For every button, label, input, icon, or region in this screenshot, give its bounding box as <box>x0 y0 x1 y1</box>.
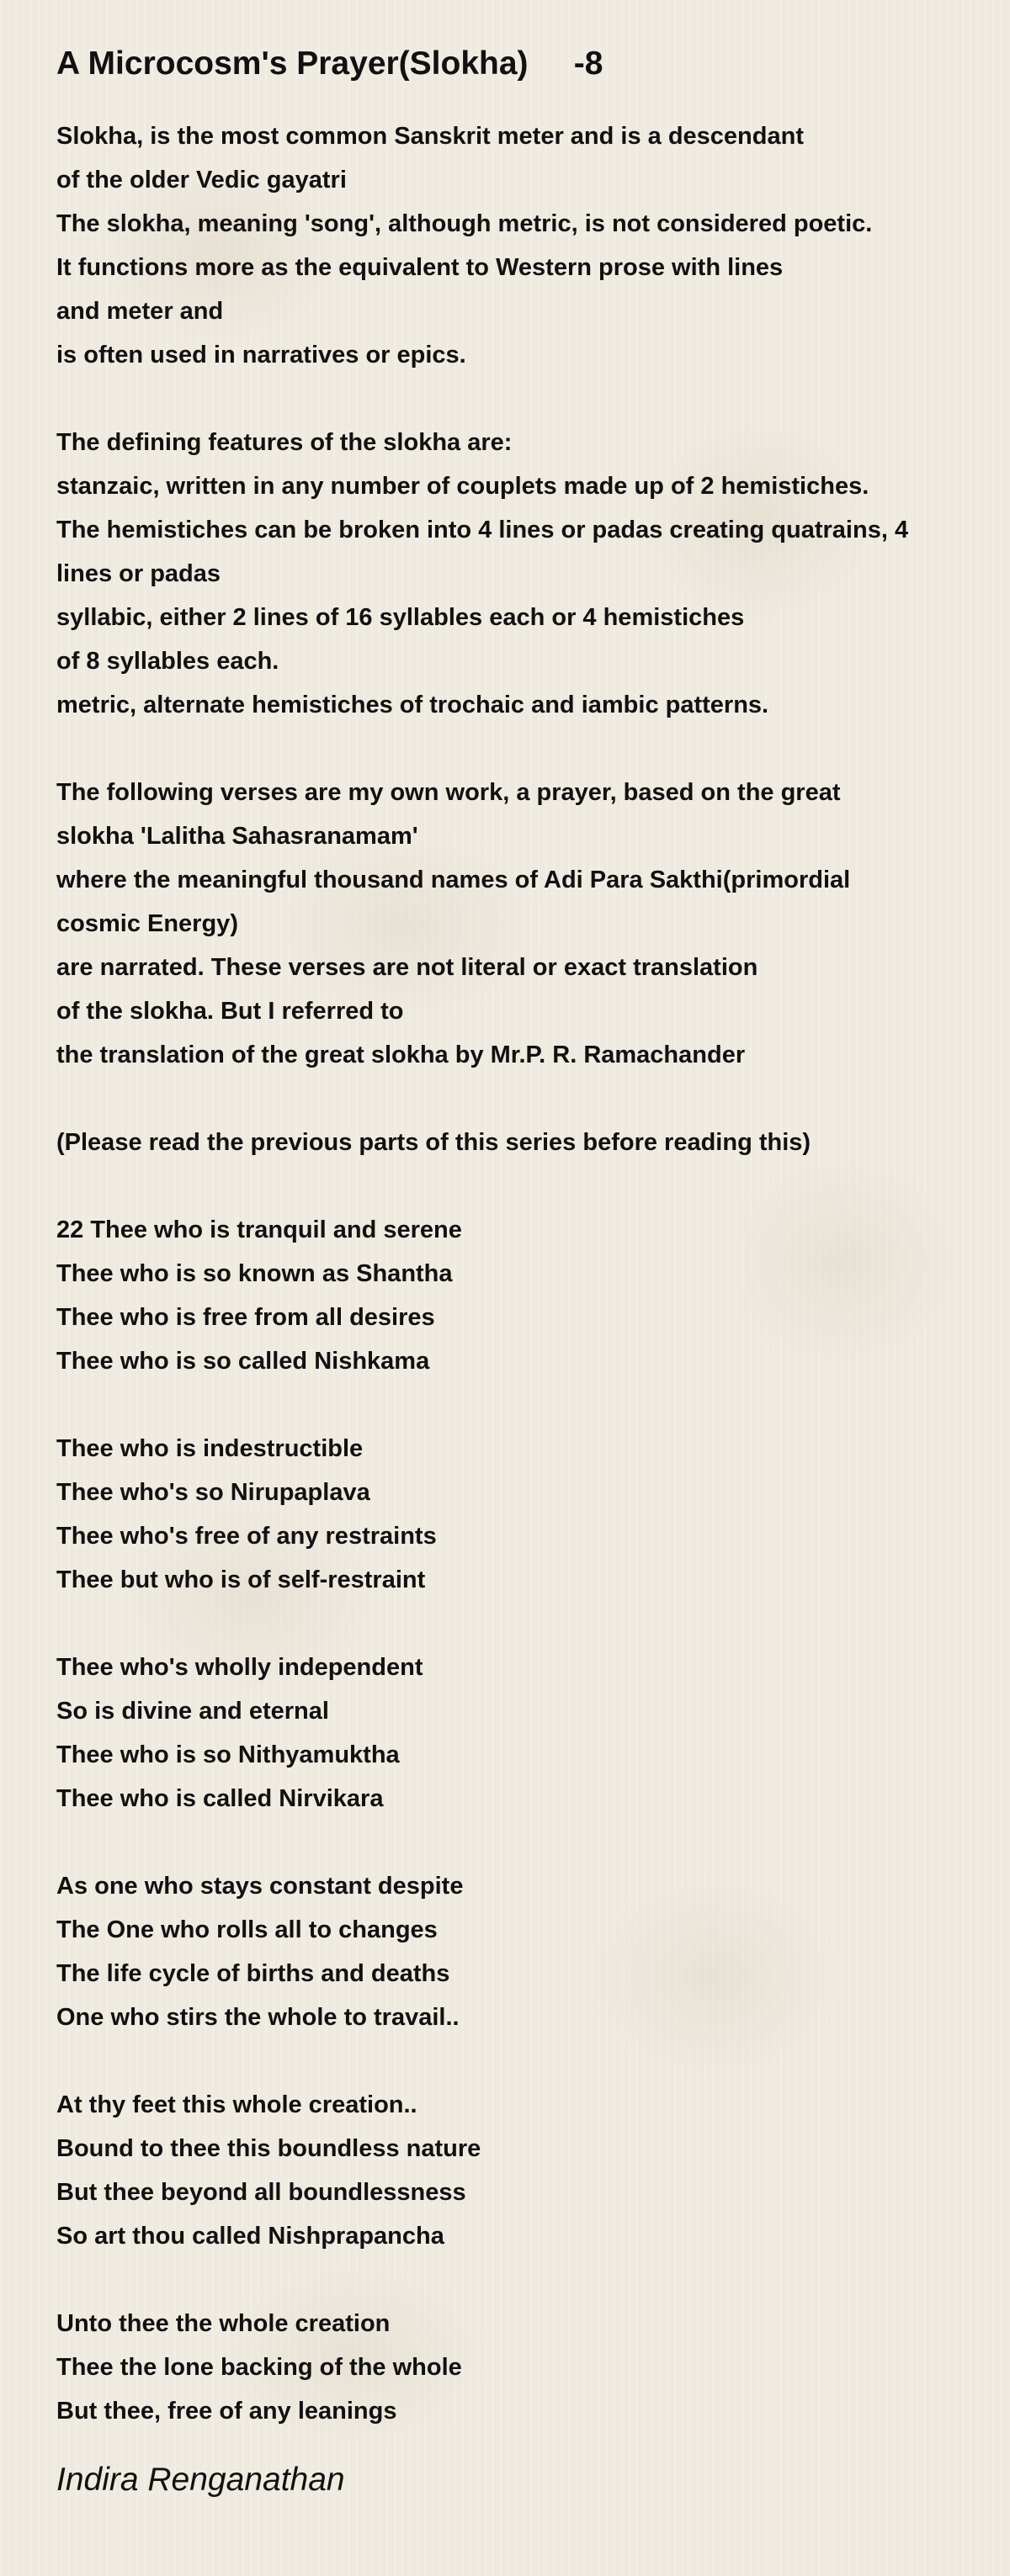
poem-line: The One who rolls all to changes <box>56 1916 438 1943</box>
poem-body <box>56 114 1003 2433</box>
poem-line: Thee who is so known as Shantha <box>56 1260 453 1287</box>
poem-line: cosmic Energy) <box>56 910 238 937</box>
poem-line: slokha 'Lalitha Sahasranamam' <box>56 823 418 850</box>
poem-line: Thee who is so called Nishkama <box>56 1348 430 1375</box>
poem-line: The hemistiches can be broken into 4 lines or padas creating quatrains, 4 <box>56 517 909 543</box>
poem-line: Thee who is so Nithyamuktha <box>56 1741 400 1768</box>
stanza-break <box>56 1383 1003 1427</box>
poem-line: It functions more as the equivalent to Western prose with lines <box>56 254 784 281</box>
poem-line: stanzaic, written in any number of couplets made up of 2 hemistiches. <box>56 473 869 500</box>
poem-line: the translation of the great slokha by Mr.P. R. Ramachander <box>56 1042 746 1068</box>
poem-line: lines or padas <box>56 560 221 587</box>
poem-line: But thee beyond all boundlessness <box>56 2179 466 2206</box>
poem-author: Indira Renganathan <box>56 2462 345 2498</box>
poem-line: Unto thee the whole creation <box>56 2310 391 2337</box>
poem-title: A Microcosm's Prayer(Slokha) -8 <box>56 45 603 82</box>
stanza-break <box>56 2258 1003 2302</box>
poem-line: Thee who is called Nirvikara <box>56 1785 384 1812</box>
poem-line: Thee but who is of self-restraint <box>56 1566 426 1593</box>
poem-line: Thee the lone backing of the whole <box>56 2354 462 2381</box>
poem-line: is often used in narratives or epics. <box>56 342 466 368</box>
poem-line: Thee who's free of any restraints <box>56 1523 437 1550</box>
poem-line: of the slokha. But I referred to <box>56 998 404 1025</box>
poem-line: One who stirs the whole to travail.. <box>56 2004 460 2031</box>
poem-line: Thee who is free from all desires <box>56 1304 435 1331</box>
poem-line: (Please read the previous parts of this series before reading this) <box>56 1129 811 1156</box>
stanza-break <box>56 377 1003 421</box>
poem-line: As one who stays constant despite <box>56 1873 464 1900</box>
poem-line: 22 Thee who is tranquil and serene <box>56 1216 462 1243</box>
poem-line: Thee who is indestructible <box>56 1435 364 1462</box>
poem-line: of 8 syllables each. <box>56 648 279 675</box>
poem-line: where the meaningful thousand names of Adi Para Sakthi(primordial <box>56 867 851 893</box>
poem-line: The life cycle of births and deaths <box>56 1960 450 1987</box>
poem-line: The following verses are my own work, a prayer, based on the great <box>56 779 841 806</box>
poem-line: Bound to thee this boundless nature <box>56 2135 481 2162</box>
poem-line: of the older Vedic gayatri <box>56 167 347 193</box>
poem-line: and meter and <box>56 298 224 325</box>
poem-page <box>56 42 1003 2502</box>
poem-line: Thee who's so Nirupaplava <box>56 1479 370 1506</box>
stanza-break <box>56 2039 1003 2083</box>
poem-line: At thy feet this whole creation.. <box>56 2091 417 2118</box>
poem-line: Thee who's wholly independent <box>56 1654 423 1681</box>
poem-line: The defining features of the slokha are: <box>56 429 513 456</box>
stanza-break <box>56 1821 1003 1864</box>
poem-line: syllabic, either 2 lines of 16 syllables each or 4 hemistiches <box>56 604 745 631</box>
stanza-break <box>56 1164 1003 1208</box>
poem-line: The slokha, meaning 'song', although metric, is not considered poetic. <box>56 210 873 237</box>
poem-line: are narrated. These verses are not literal or exact translation <box>56 954 758 981</box>
poem-line: But thee, free of any leanings <box>56 2398 397 2425</box>
poem-line: Slokha, is the most common Sanskrit meter and is a descendant <box>56 123 804 150</box>
stanza-break <box>56 1077 1003 1121</box>
poem-line: metric, alternate hemistiches of trochaic and iambic patterns. <box>56 692 769 718</box>
poem-line: So is divine and eternal <box>56 1698 329 1725</box>
stanza-break <box>56 727 1003 771</box>
stanza-break <box>56 1602 1003 1646</box>
poem-line: So art thou called Nishprapancha <box>56 2223 444 2250</box>
